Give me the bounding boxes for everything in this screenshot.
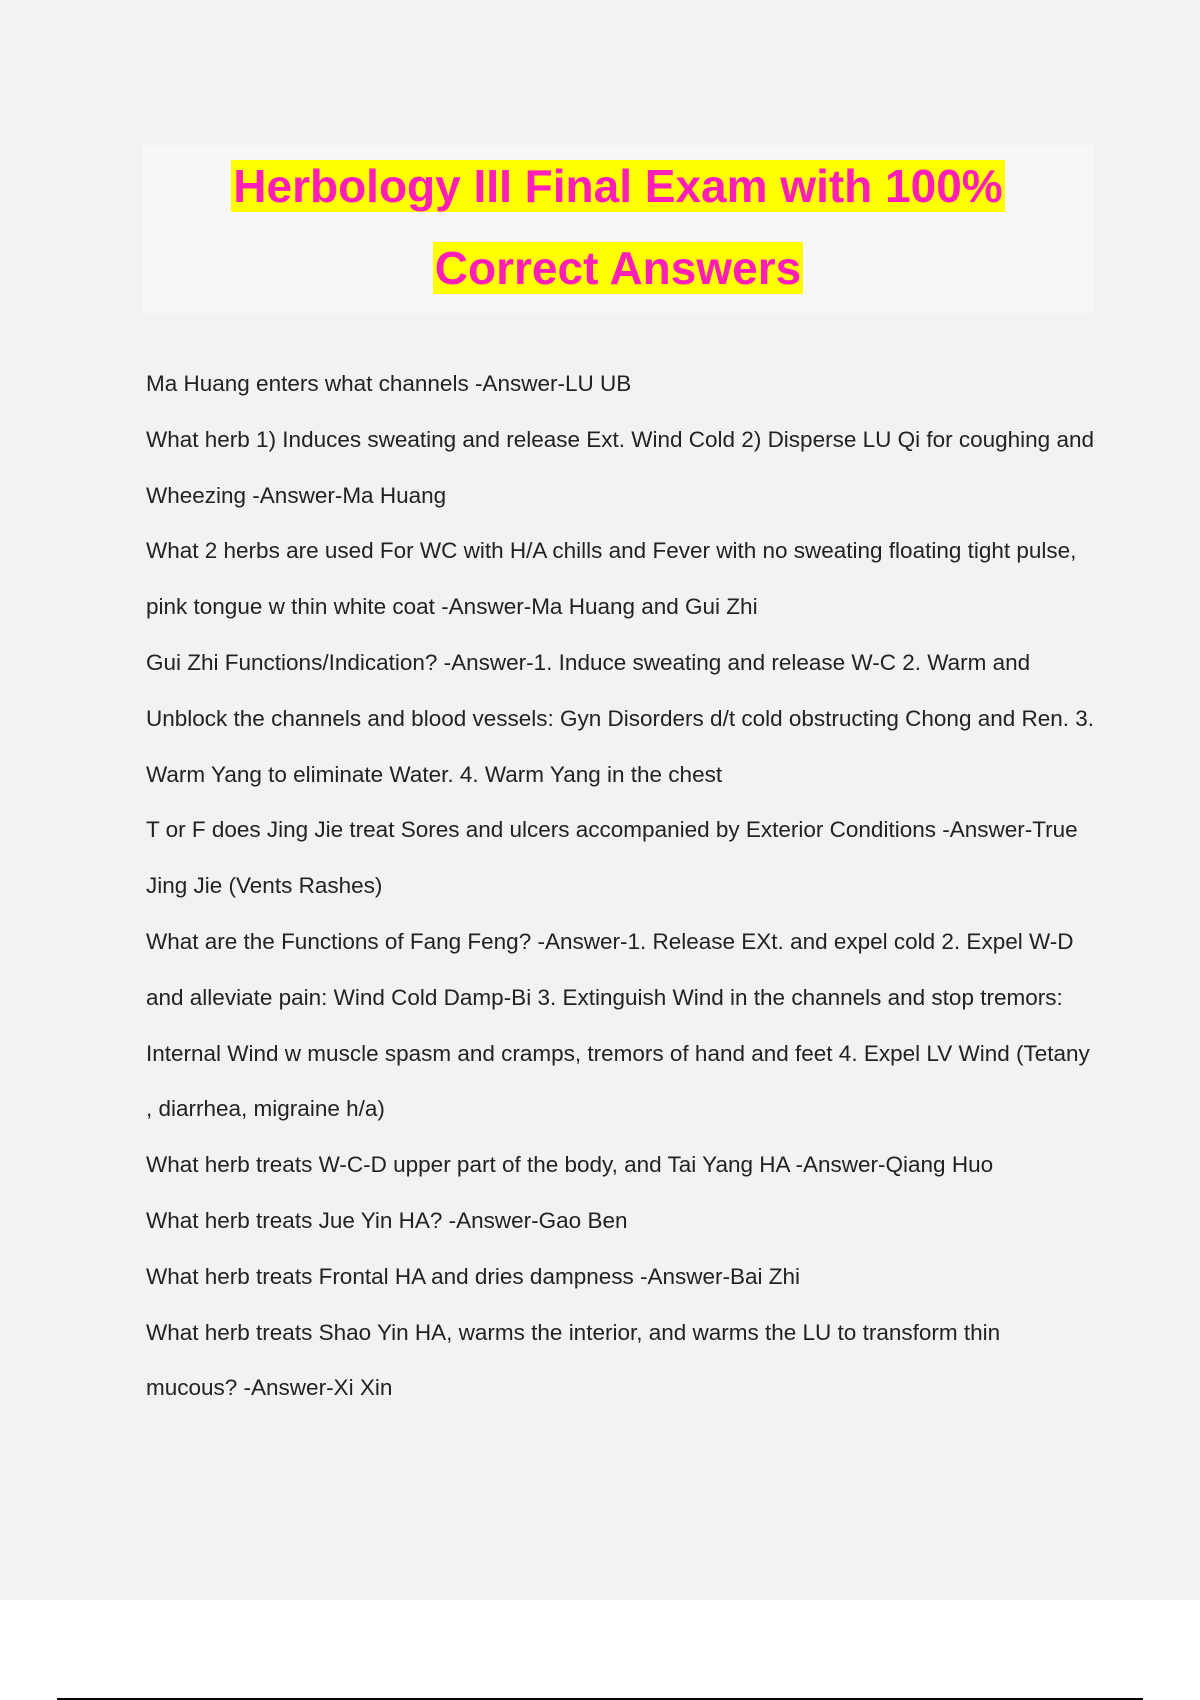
qa-entry: What are the Functions of Fang Feng? -Answer-1. Release EXt. and expel cold 2. Expel W-D and alleviate pain: Wind Cold Damp-Bi 3. Extinguish Wind in the channels and stop tremors: Internal Wind w muscle spasm and cramps, tremors of hand and feet 4. Expel LV Wind (Tetany , diarrhea, migraine h/a) [146,928,1090,1122]
title-line-1-text: Herbology III Final Exam with 100% [233,160,1003,212]
qa-entry: What 2 herbs are used For WC with H/A chills and Fever with no sweating floating tight pulse, pink tongue w thin white coat -Answer-Ma Huang and Gui Zhi [146,538,1077,620]
qa-entry: What herb treats W-C-D upper part of the body, and Tai Yang HA -Answer-Qiang Huo [146,1152,994,1178]
title-line-2 [143,227,1093,309]
qa-entry: Gui Zhi Functions/Indication? -Answer-1. Induce sweating and release W-C 2. Warm and Unblock the channels and blood vessels: Gyn Disorders d/t cold obstructing Chong and Ren. 3. Warm Yang to eliminate Water. 4. Warm Yang in the chest [146,649,1095,787]
qa-entry: What herb treats Jue Yin HA? -Answer-Gao Ben [146,1207,628,1233]
qa-list [146,356,1096,1416]
title-block [143,145,1093,313]
qa-entry: What herb 1) Induces sweating and release Ext. Wind Cold 2) Disperse LU Qi for coughing and Wheezing -Answer-Ma Huang [146,426,1094,508]
qa-entry: Ma Huang enters what channels -Answer-LU UB [146,371,632,396]
title-line-2-text: Correct Answers [434,242,802,294]
qa-entry: What herb treats Shao Yin HA, warms the interior, and warms the LU to transform thin mucous? -Answer-Xi Xin [146,1319,1001,1401]
title-line-1 [143,145,1093,227]
qa-entry: T or F does Jing Jie treat Sores and ulcers accompanied by Exterior Conditions -Answer-True Jing Jie (Vents Rashes) [146,817,1078,899]
qa-entry: What herb treats Frontal HA and dries dampness -Answer-Bai Zhi [146,1263,801,1289]
